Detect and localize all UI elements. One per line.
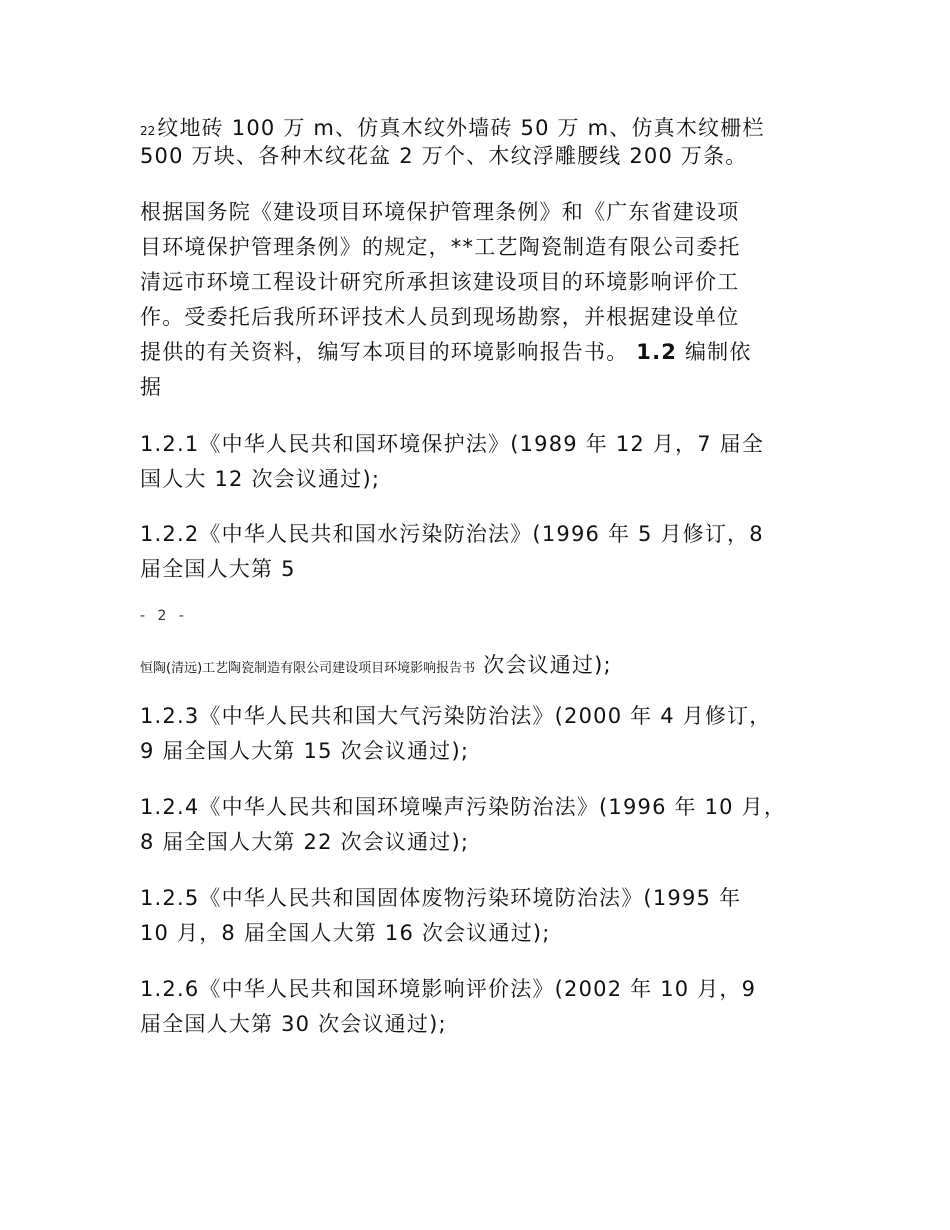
text-line: 国人大 12 次会议通过); bbox=[140, 467, 381, 491]
text-segment: 纹地砖 100 万 m、仿真木纹外墙砖 50 万 m、仿真木纹栅栏 bbox=[157, 116, 765, 140]
text-line: 500 万块、各种木纹花盆 2 万个、木纹浮雕腰线 200 万条。 bbox=[140, 144, 748, 168]
running-header bbox=[140, 648, 612, 683]
page-number: - 2 - bbox=[140, 608, 188, 624]
text-line: 根据国务院《建设项目环境保护管理条例》和《广东省建设项 bbox=[140, 200, 740, 224]
text-line: 1.2.6《中华人民共和国环境影响评价法》(2002 年 10 月，9 bbox=[140, 977, 757, 1001]
section-number: 1.2 bbox=[636, 340, 678, 364]
paragraph-basis-1-2-2 bbox=[140, 517, 830, 587]
text-segment: 提供的有关资料，编写本项目的环境影响报告书。 bbox=[140, 340, 637, 364]
text-line: 届全国人大第 30 次会议通过); bbox=[140, 1012, 447, 1036]
paragraph-basis-1-2-3 bbox=[140, 699, 830, 769]
text-line: 1.2.5《中华人民共和国固体废物污染环境防治法》(1995 年 bbox=[140, 886, 742, 910]
text-line bbox=[140, 114, 830, 142]
text-line bbox=[140, 335, 830, 370]
paragraph-product-capacity bbox=[140, 114, 830, 170]
text-line: 清远市环境工程设计研究所承担该建设项目的环境影响评价工 bbox=[140, 270, 740, 294]
text-line: 8 届全国人大第 22 次会议通过); bbox=[140, 830, 470, 854]
text-line: 9 届全国人大第 15 次会议通过); bbox=[140, 739, 470, 763]
superscript-number: 22 bbox=[140, 124, 156, 138]
paragraph-basis-1-2-6 bbox=[140, 972, 830, 1042]
paragraph-basis-1-2-4 bbox=[140, 790, 830, 860]
paragraph-commission bbox=[140, 195, 830, 405]
text-segment: 次会议通过); bbox=[483, 653, 612, 677]
text-line: 作。受委托后我所环评技术人员到现场勘察，并根据建设单位 bbox=[140, 305, 740, 329]
text-line: 10 月，8 届全国人大第 16 次会议通过); bbox=[140, 921, 551, 945]
text-line: 据 bbox=[140, 375, 163, 399]
paragraph-basis-1-2-5 bbox=[140, 881, 830, 951]
text-line: 1.2.3《中华人民共和国大气污染防治法》(2000 年 4 月修订， bbox=[140, 704, 772, 728]
text-line: 届全国人大第 5 bbox=[140, 557, 296, 581]
paragraph-basis-1-2-1 bbox=[140, 427, 830, 497]
text-line: 1.2.1《中华人民共和国环境保护法》(1989 年 12 月，7 届全 bbox=[140, 432, 765, 456]
text-line: 1.2.2《中华人民共和国水污染防治法》(1996 年 5 月修订，8 bbox=[140, 522, 764, 546]
text-line: 目环境保护管理条例》的规定，**工艺陶瓷制造有限公司委托 bbox=[140, 235, 741, 259]
text-line: 1.2.4《中华人民共和国环境噪声污染防治法》(1996 年 10 月， bbox=[140, 795, 787, 819]
report-header-title: 恒陶(清远)工艺陶瓷制造有限公司建设项目环境影响报告书 bbox=[140, 661, 476, 676]
section-title: 编制依 bbox=[677, 340, 752, 364]
